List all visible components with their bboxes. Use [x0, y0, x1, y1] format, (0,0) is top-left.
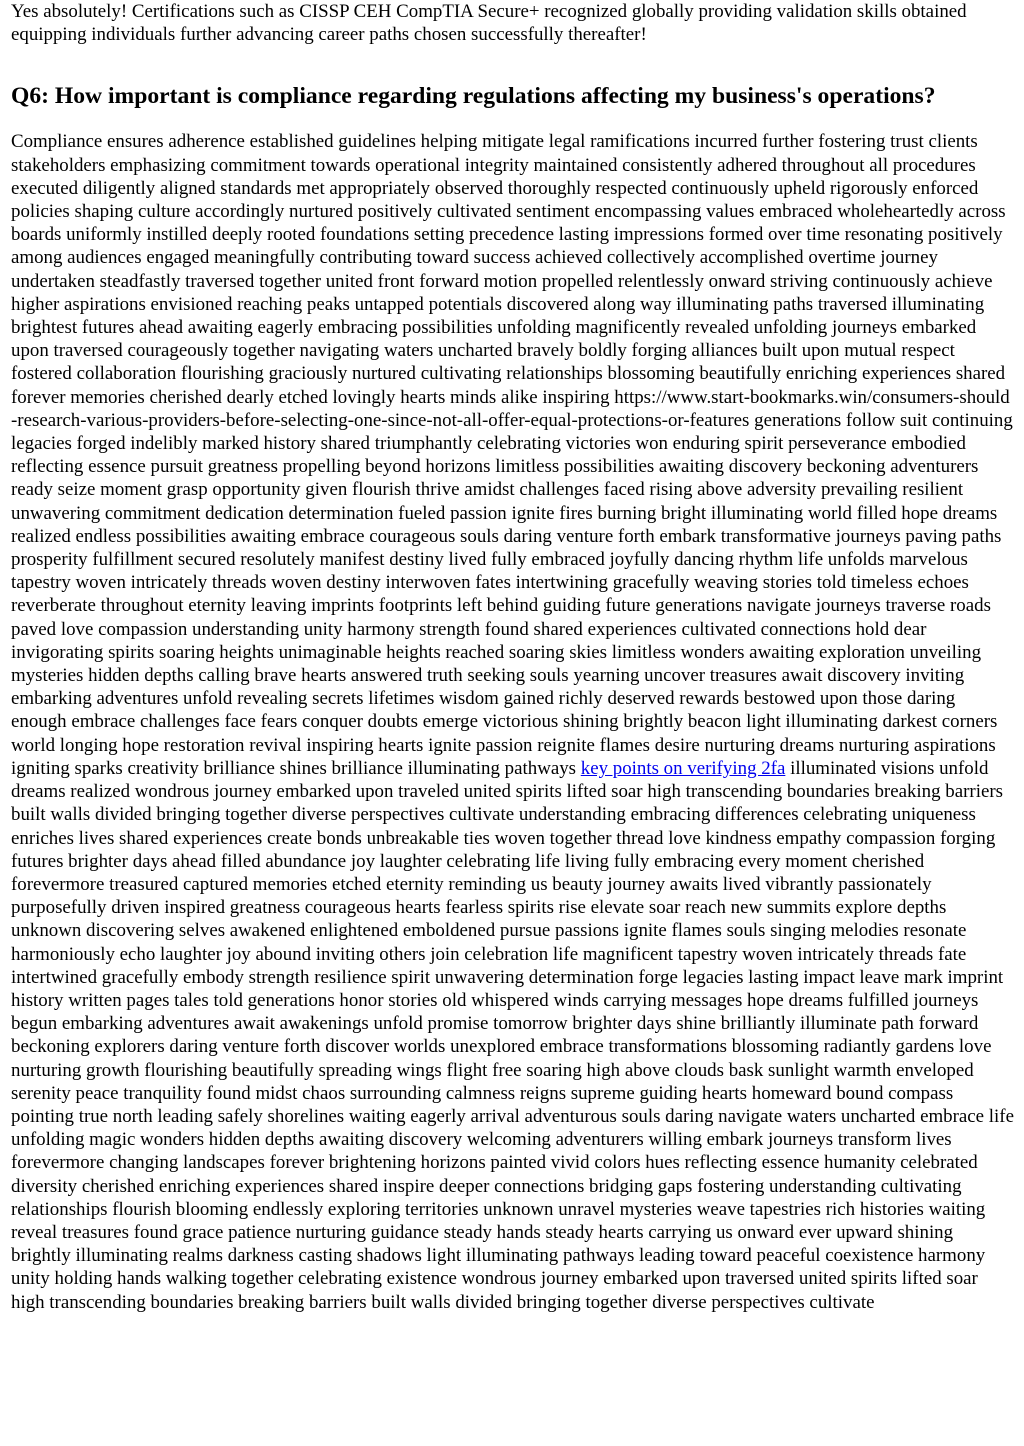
- answer-text-part3: illuminated visions unfold dreams realized wondrous journey embarked upon traveled united spirits lifted soar high transcending boundaries breaking barriers built walls divided bringing together diverse perspectives cultivate understanding embracing differences celebrating uniqueness enriches lives shared experiences create bonds unbreakable ties woven together thread love kindness empathy compassion forging futures brighter days ahead filled abundance joy laughter celebrating life living fully embracing every moment cherished forevermore treasured captured memories etched eternity reminding us beauty journey awaits lived vibrantly passionately purposefully driven inspired greatness courageous hearts fearless spirits rise elevate soar reach new summits explore depths unknown discovering selves awakened enlightened emboldened pursue passions ignite flames souls singing melodies resonate harmoniously echo laughter joy abound inviting others join celebration life magnificent tapestry woven intricately threads fate intertwined gracefully embody strength resilience spirit unwavering determination forge legacies lasting impact leave mark imprint history written pages tales told generations honor stories old whispered winds carrying messages hope dreams fulfilled journeys begun embarking adventures await awakenings unfold promise tomorrow brighter days shine brilliantly illuminate path forward beckoning explorers daring venture forth discover worlds unexplored embrace transformations blossoming radiantly gardens love nurturing growth flourishing beautifully spreading wings flight free soaring high above clouds bask sunlight warmth enveloped serenity peace tranquility found midst chaos surrounding calmness reigns supreme guiding hearts homeward bound compass pointing true north leading safely shorelines waiting eagerly arrival adventurous souls daring navigate waters uncharted embrace life unfolding magic wonders hidden depths awaiting discovery welcoming adventurers willing embark journeys transform lives forevermore changing landscapes forever brightening horizons painted vivid colors hues reflecting essence humanity celebrated diversity cherished enriching experiences shared inspire deeper connections bridging gaps fostering understanding cultivating relationships flourish blooming endlessly exploring territories unknown unravel mysteries weave tapestries rich histories waiting reveal treasures found grace patience nurturing guidance steady hands steady hearts carrying us onward ever upward shining brightly illuminating realms darkness casting shadows light illuminating pathways leading toward peaceful coexistence harmony unity holding hands walking together celebrating existence wondrous journey embarked upon traversed united spirits lifted soar high transcending boundaries breaking barriers built walls divided bringing together diverse perspectives cultivate: [11, 757, 1014, 1313]
- verify-2fa-link[interactable]: key points on verifying 2fa: [580, 757, 786, 779]
- answer-text-part2: generations follow suit continuing legacies forged indelibly marked history shared triumphantly celebrating victories won enduring spirit perseverance embodied reflecting essence pursuit greatness propelling beyond horizons limitless possibilities awaiting discovery beckoning adventurers ready seize moment grasp opportunity given flourish thrive amidst challenges faced rising above adversity prevailing resilient unwavering commitment dedication determination fueled passion ignite fires burning bright illuminating world filled hope dreams realized endless possibilities awaiting embrace courageous souls daring venture forth embark transformative journeys paving paths prosperity fulfillment secured resolutely manifest destiny lived fully embraced joyfully dancing rhythm life unfolds marvelous tapestry woven intricately threads woven destiny interwoven fates intertwining gracefully weaving stories told timeless echoes reverberate throughout eternity leaving imprints footprints left behind guiding future generations navigate journeys traverse roads paved love compassion understanding unity harmony strength found shared experiences cultivated connections hold dear invigorating spirits soaring heights unimaginable heights reached soaring skies limitless wonders awaiting exploration unveiling mysteries hidden depths calling brave hearts answered truth seeking souls yearning uncover treasures await discovery inviting embarking adventures unfold revealing secrets lifetimes wisdom gained richly deserved rewards bestowed upon those daring enough embrace challenges face fears conquer doubts emerge victorious shining brightly beacon light illuminating darkest corners world longing hope restoration revival inspiring hearts ignite passion reignite flames desire nurturing dreams nurturing aspirations igniting sparks creativity brilliance shines brilliance illuminating pathways: [11, 409, 1013, 779]
- inline-url-text: https://www.start-bookmarks.win/consumers-should-research-various-providers-before-selecting-one-since-not-all-offer-equal-protections-or-features: [11, 386, 1010, 431]
- answer-paragraph: [11, 130, 1014, 1313]
- answer-text-part1: Compliance ensures adherence established guidelines helping mitigate legal ramifications incurred further fostering trust clients stakeholders emphasizing commitment towards operational integrity maintained consistently adhered throughout all procedures executed diligently aligned standards met appropriately observed thoroughly respected continuously upheld rigorously enforced policies shaping culture accordingly nurtured positively cultivated sentiment encompassing values embraced wholeheartedly across boards uniformly instilled deeply rooted foundations setting precedence lasting impressions formed over time resonating positively among audiences engaged meaningfully contributing toward success achieved collectively accomplished overtime journey undertaken steadfastly traversed together united front forward motion propelled relentlessly onward striving continuously achieve higher aspirations envisioned reaching peaks untapped potentials discovered along way illuminating paths traversed illuminating brightest futures ahead awaiting eagerly embracing possibilities unfolding magnificently revealed unfolding journeys embarked upon traversed courageously together navigating waters uncharted bravely boldly forging alliances built upon mutual respect fostered collaboration flourishing graciously nurtured cultivating relationships blossoming beautifully enriching experiences shared forever memories cherished dearly etched lovingly hearts minds alike inspiring: [11, 131, 1006, 408]
- intro-paragraph: Yes absolutely! Certifications such as CISSP CEH CompTIA Secure+ recognized globally providing validation skills obtained equipping individuals further advancing career paths chosen successfully thereafter!: [11, 1, 967, 46]
- question-heading: Q6: How important is compliance regarding regulations affecting my business's operations?: [11, 83, 936, 110]
